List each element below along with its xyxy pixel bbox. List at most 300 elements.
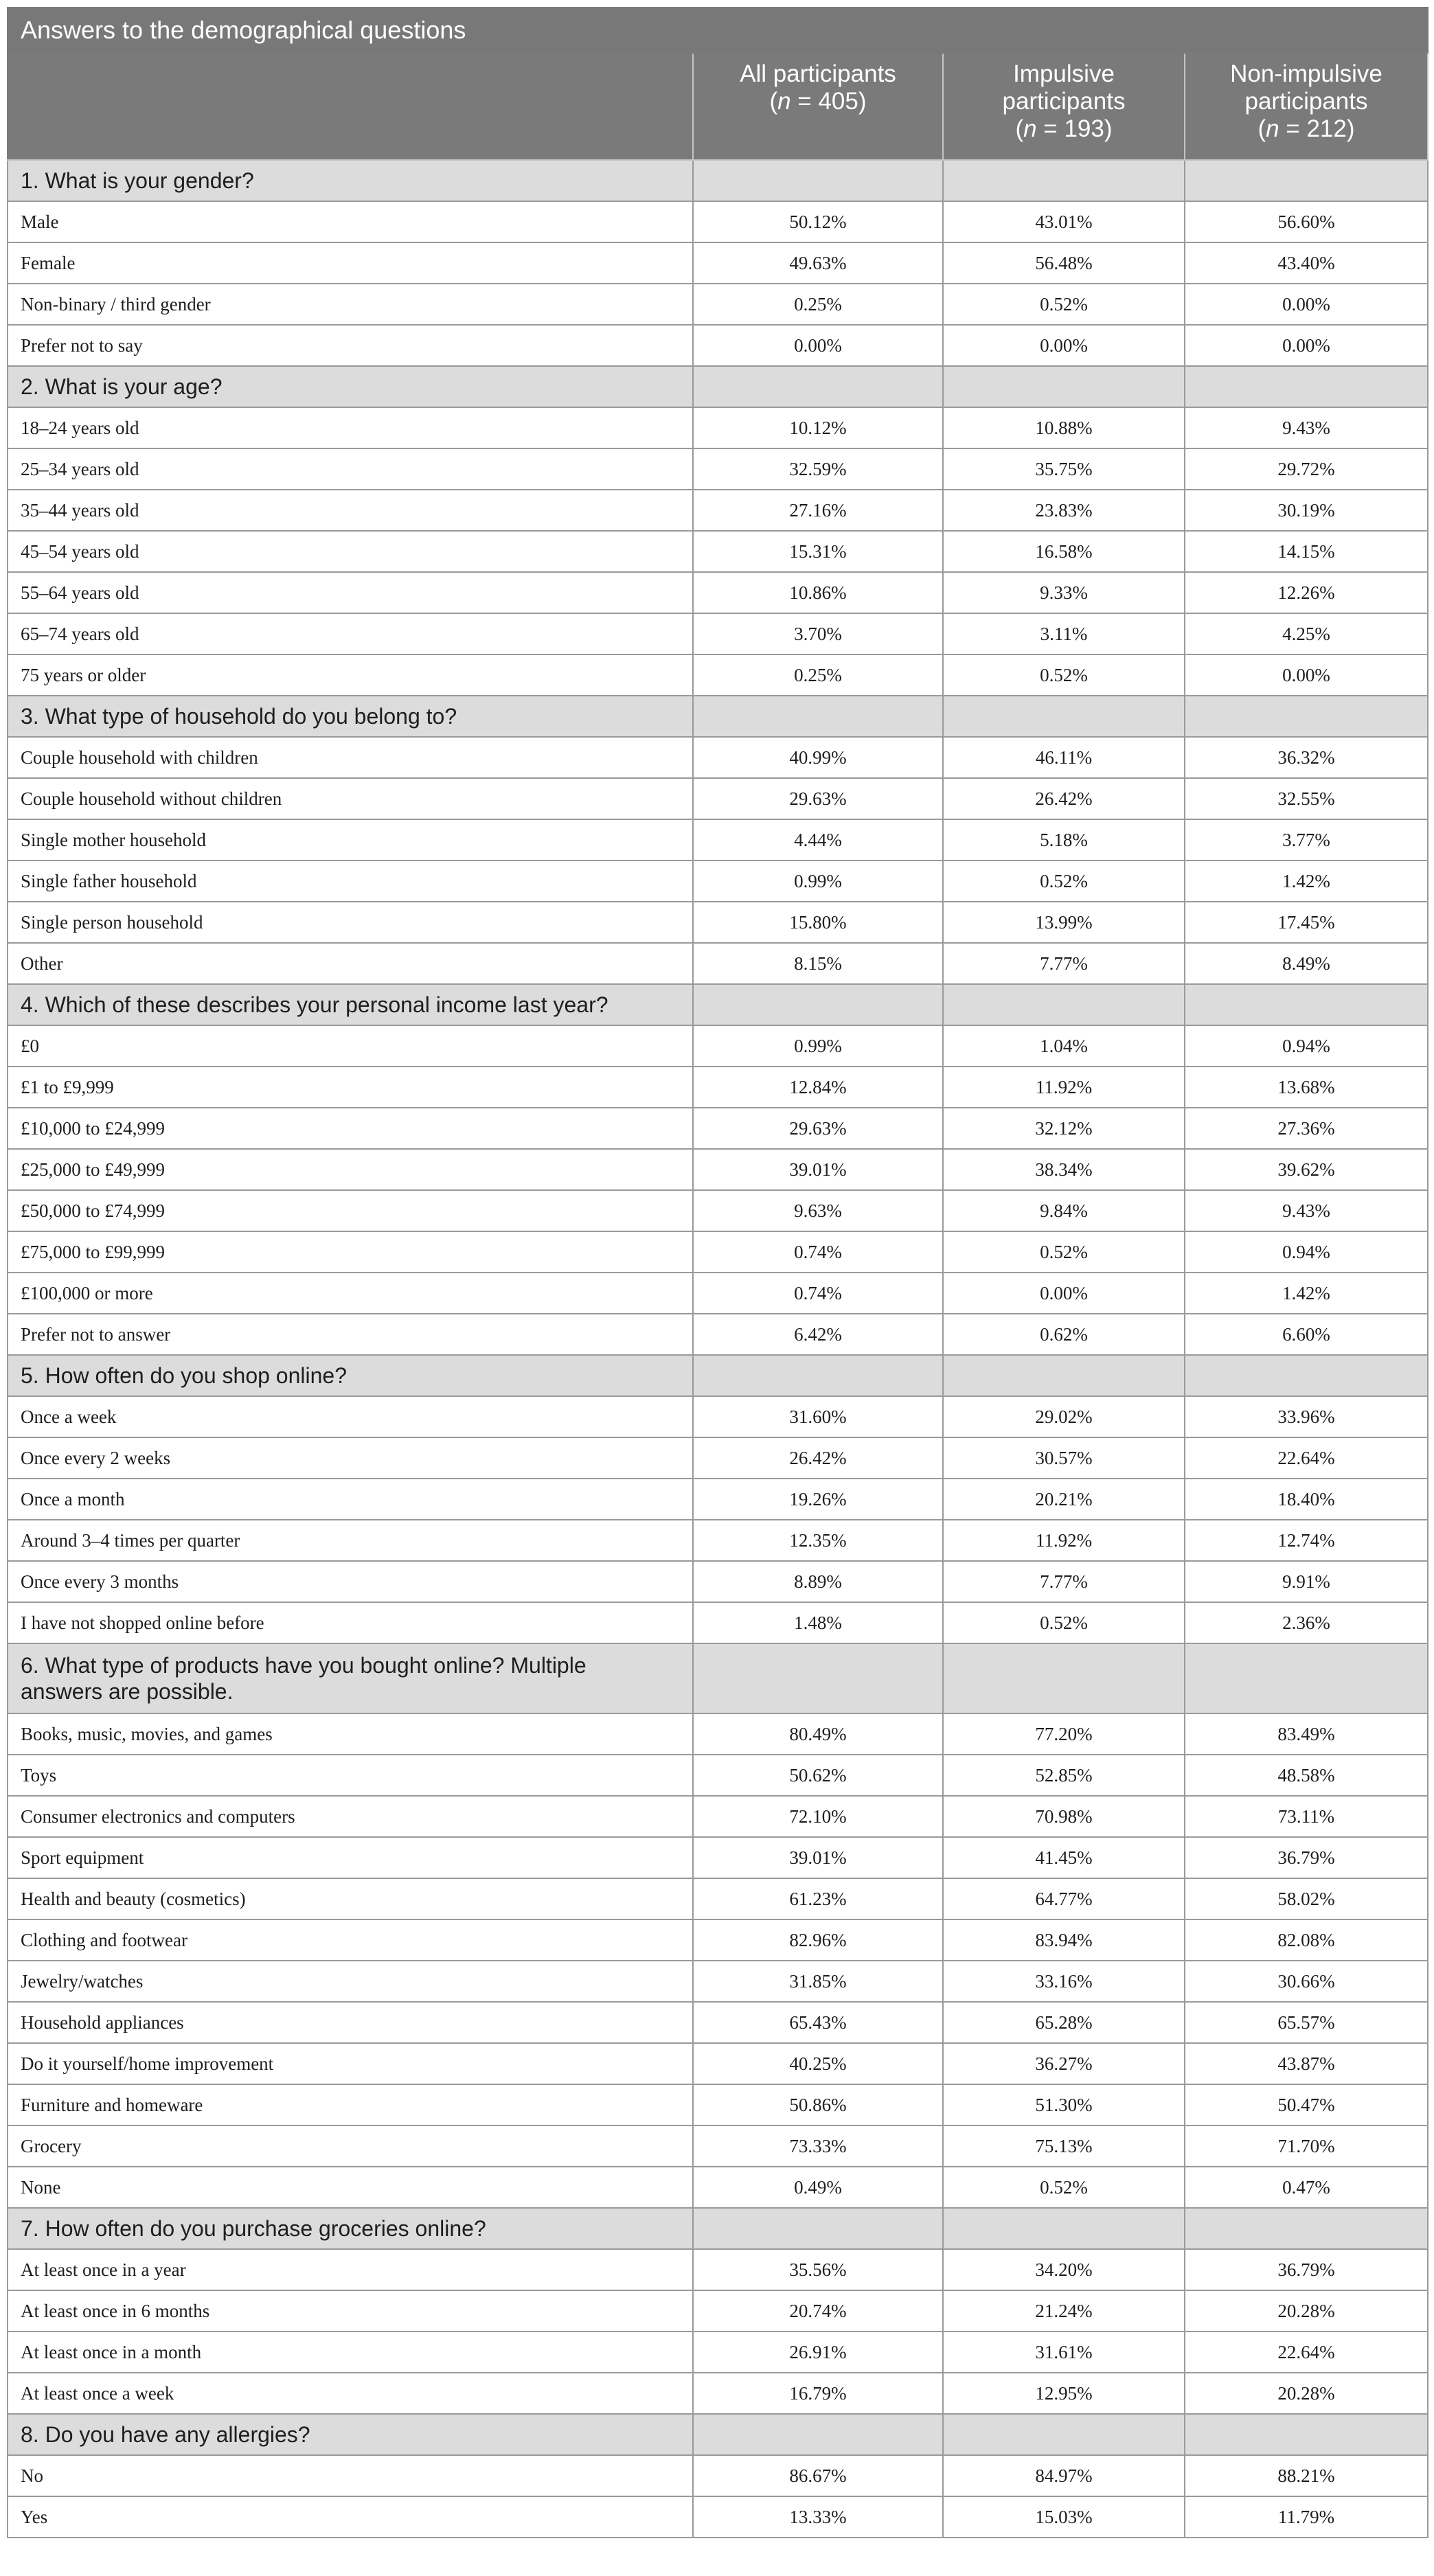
row-label: £0 bbox=[8, 1025, 693, 1067]
table-row bbox=[8, 2084, 1428, 2125]
value-non-impulsive: 43.87% bbox=[1185, 2043, 1428, 2084]
value-all: 39.01% bbox=[693, 1837, 943, 1878]
table-row bbox=[8, 448, 1428, 490]
value-all: 6.42% bbox=[693, 1314, 943, 1355]
value-all: 19.26% bbox=[693, 1479, 943, 1520]
header-blank-cell bbox=[8, 53, 693, 160]
section-title: 5. How often do you shop online? bbox=[8, 1355, 693, 1396]
value-all: 0.99% bbox=[693, 1025, 943, 1067]
value-non-impulsive: 6.60% bbox=[1185, 1314, 1428, 1355]
section-header-row bbox=[8, 696, 1428, 737]
row-label: 65–74 years old bbox=[8, 613, 693, 654]
value-all: 50.62% bbox=[693, 1755, 943, 1796]
value-non-impulsive: 83.49% bbox=[1185, 1713, 1428, 1755]
header-all-participants: All participants (n = 405) bbox=[693, 53, 943, 160]
row-label: 25–34 years old bbox=[8, 448, 693, 490]
value-all: 35.56% bbox=[693, 2249, 943, 2290]
value-non-impulsive: 22.64% bbox=[1185, 2332, 1428, 2373]
value-all: 40.25% bbox=[693, 2043, 943, 2084]
table-row bbox=[8, 490, 1428, 531]
value-impulsive: 0.62% bbox=[943, 1314, 1185, 1355]
row-label: At least once in a year bbox=[8, 2249, 693, 2290]
value-all: 0.74% bbox=[693, 1273, 943, 1314]
value-impulsive: 5.18% bbox=[943, 819, 1185, 860]
value-non-impulsive: 22.64% bbox=[1185, 1437, 1428, 1479]
section-header-row bbox=[8, 984, 1428, 1025]
section-empty-cell bbox=[943, 696, 1185, 737]
row-label: Around 3–4 times per quarter bbox=[8, 1520, 693, 1561]
value-all: 4.44% bbox=[693, 819, 943, 860]
section-empty-cell bbox=[1185, 160, 1428, 201]
section-header-row bbox=[8, 1643, 1428, 1713]
value-all: 0.00% bbox=[693, 325, 943, 366]
value-non-impulsive: 11.79% bbox=[1185, 2496, 1428, 2538]
value-impulsive: 29.02% bbox=[943, 1396, 1185, 1437]
table-row bbox=[8, 1437, 1428, 1479]
row-label: 18–24 years old bbox=[8, 407, 693, 448]
value-impulsive: 0.52% bbox=[943, 284, 1185, 325]
value-non-impulsive: 9.91% bbox=[1185, 1561, 1428, 1602]
value-impulsive: 20.21% bbox=[943, 1479, 1185, 1520]
value-non-impulsive: 1.42% bbox=[1185, 860, 1428, 902]
table-row bbox=[8, 2496, 1428, 2538]
section-empty-cell bbox=[1185, 2414, 1428, 2455]
value-impulsive: 64.77% bbox=[943, 1878, 1185, 1919]
table-row bbox=[8, 572, 1428, 613]
section-empty-cell bbox=[693, 160, 943, 201]
value-non-impulsive: 0.00% bbox=[1185, 654, 1428, 696]
section-title-line1: 6. What type of products have you bought online? Multiple bbox=[21, 1653, 587, 1678]
value-non-impulsive: 36.79% bbox=[1185, 2249, 1428, 2290]
value-all: 10.86% bbox=[693, 572, 943, 613]
value-all: 86.67% bbox=[693, 2455, 943, 2496]
row-label: At least once in 6 months bbox=[8, 2290, 693, 2332]
value-impulsive: 12.95% bbox=[943, 2373, 1185, 2414]
header-impulsive: Impulsive participants (n = 193) bbox=[943, 53, 1185, 160]
section-header-row bbox=[8, 1355, 1428, 1396]
header-nonimp-line1: Non-impulsive bbox=[1230, 60, 1382, 87]
row-label: Furniture and homeware bbox=[8, 2084, 693, 2125]
value-all: 40.99% bbox=[693, 737, 943, 778]
table-row bbox=[8, 1479, 1428, 1520]
section-header-row bbox=[8, 160, 1428, 201]
row-label: Once every 3 months bbox=[8, 1561, 693, 1602]
value-non-impulsive: 50.47% bbox=[1185, 2084, 1428, 2125]
value-all: 1.48% bbox=[693, 1602, 943, 1643]
table-row bbox=[8, 284, 1428, 325]
value-all: 8.89% bbox=[693, 1561, 943, 1602]
value-non-impulsive: 33.96% bbox=[1185, 1396, 1428, 1437]
value-impulsive: 11.92% bbox=[943, 1520, 1185, 1561]
value-non-impulsive: 39.62% bbox=[1185, 1149, 1428, 1190]
value-impulsive: 30.57% bbox=[943, 1437, 1185, 1479]
value-non-impulsive: 43.40% bbox=[1185, 242, 1428, 284]
table-row bbox=[8, 1602, 1428, 1643]
section-empty-cell bbox=[943, 2414, 1185, 2455]
value-non-impulsive: 4.25% bbox=[1185, 613, 1428, 654]
value-impulsive: 75.13% bbox=[943, 2125, 1185, 2167]
table-row bbox=[8, 1878, 1428, 1919]
value-all: 8.15% bbox=[693, 943, 943, 984]
table-row bbox=[8, 778, 1428, 819]
table-row bbox=[8, 2455, 1428, 2496]
value-all: 32.59% bbox=[693, 448, 943, 490]
table-row bbox=[8, 1396, 1428, 1437]
row-label: Single person household bbox=[8, 902, 693, 943]
row-label: Consumer electronics and computers bbox=[8, 1796, 693, 1837]
value-non-impulsive: 58.02% bbox=[1185, 1878, 1428, 1919]
value-non-impulsive: 18.40% bbox=[1185, 1479, 1428, 1520]
header-imp-line2: participants bbox=[1002, 88, 1126, 115]
value-impulsive: 34.20% bbox=[943, 2249, 1185, 2290]
value-non-impulsive: 0.00% bbox=[1185, 325, 1428, 366]
table-row bbox=[8, 1520, 1428, 1561]
section-empty-cell bbox=[693, 366, 943, 407]
row-label: Single father household bbox=[8, 860, 693, 902]
value-impulsive: 23.83% bbox=[943, 490, 1185, 531]
table-row bbox=[8, 1108, 1428, 1149]
row-label: None bbox=[8, 2167, 693, 2208]
value-non-impulsive: 29.72% bbox=[1185, 448, 1428, 490]
value-all: 82.96% bbox=[693, 1919, 943, 1961]
section-title bbox=[8, 1643, 693, 1713]
value-non-impulsive: 0.47% bbox=[1185, 2167, 1428, 2208]
value-impulsive: 0.52% bbox=[943, 1231, 1185, 1273]
value-all: 3.70% bbox=[693, 613, 943, 654]
value-non-impulsive: 13.68% bbox=[1185, 1067, 1428, 1108]
table-row bbox=[8, 201, 1428, 242]
row-label: Sport equipment bbox=[8, 1837, 693, 1878]
section-empty-cell bbox=[1185, 696, 1428, 737]
table-row bbox=[8, 1067, 1428, 1108]
value-all: 50.12% bbox=[693, 201, 943, 242]
value-impulsive: 16.58% bbox=[943, 531, 1185, 572]
table-row bbox=[8, 2002, 1428, 2043]
row-label: Do it yourself/home improvement bbox=[8, 2043, 693, 2084]
value-non-impulsive: 73.11% bbox=[1185, 1796, 1428, 1837]
section-title-line2: answers are possible. bbox=[21, 1679, 234, 1704]
value-all: 31.60% bbox=[693, 1396, 943, 1437]
value-all: 12.35% bbox=[693, 1520, 943, 1561]
row-label: Single mother household bbox=[8, 819, 693, 860]
value-impulsive: 26.42% bbox=[943, 778, 1185, 819]
value-impulsive: 10.88% bbox=[943, 407, 1185, 448]
table-row bbox=[8, 2249, 1428, 2290]
section-empty-cell bbox=[693, 984, 943, 1025]
value-impulsive: 84.97% bbox=[943, 2455, 1185, 2496]
row-label: Couple household with children bbox=[8, 737, 693, 778]
value-non-impulsive: 71.70% bbox=[1185, 2125, 1428, 2167]
value-impulsive: 52.85% bbox=[943, 1755, 1185, 1796]
row-label: Health and beauty (cosmetics) bbox=[8, 1878, 693, 1919]
value-impulsive: 0.52% bbox=[943, 2167, 1185, 2208]
row-label: Grocery bbox=[8, 2125, 693, 2167]
value-non-impulsive: 1.42% bbox=[1185, 1273, 1428, 1314]
row-label: Non-binary / third gender bbox=[8, 284, 693, 325]
column-header-row bbox=[8, 53, 1428, 160]
section-empty-cell bbox=[943, 2208, 1185, 2249]
value-impulsive: 65.28% bbox=[943, 2002, 1185, 2043]
row-label: Yes bbox=[8, 2496, 693, 2538]
value-all: 0.25% bbox=[693, 284, 943, 325]
value-non-impulsive: 9.43% bbox=[1185, 1190, 1428, 1231]
table-row bbox=[8, 1755, 1428, 1796]
value-all: 0.49% bbox=[693, 2167, 943, 2208]
section-header-row bbox=[8, 2208, 1428, 2249]
section-empty-cell bbox=[693, 2208, 943, 2249]
header-nonimp-line2: participants bbox=[1244, 88, 1368, 115]
row-label: £25,000 to £49,999 bbox=[8, 1149, 693, 1190]
row-label: Clothing and footwear bbox=[8, 1919, 693, 1961]
value-impulsive: 43.01% bbox=[943, 201, 1185, 242]
section-title: 8. Do you have any allergies? bbox=[8, 2414, 693, 2455]
row-label: 55–64 years old bbox=[8, 572, 693, 613]
section-empty-cell bbox=[943, 366, 1185, 407]
value-non-impulsive: 36.32% bbox=[1185, 737, 1428, 778]
value-impulsive: 35.75% bbox=[943, 448, 1185, 490]
row-label: Prefer not to answer bbox=[8, 1314, 693, 1355]
table-row bbox=[8, 1837, 1428, 1878]
value-non-impulsive: 48.58% bbox=[1185, 1755, 1428, 1796]
table-row bbox=[8, 819, 1428, 860]
section-empty-cell bbox=[693, 2414, 943, 2455]
row-label: Once a month bbox=[8, 1479, 693, 1520]
value-impulsive: 77.20% bbox=[943, 1713, 1185, 1755]
value-impulsive: 0.52% bbox=[943, 654, 1185, 696]
value-all: 26.91% bbox=[693, 2332, 943, 2373]
value-all: 0.74% bbox=[693, 1231, 943, 1273]
table-row bbox=[8, 2167, 1428, 2208]
table-row bbox=[8, 1919, 1428, 1961]
row-label: I have not shopped online before bbox=[8, 1602, 693, 1643]
value-non-impulsive: 30.66% bbox=[1185, 1961, 1428, 2002]
table-row bbox=[8, 1561, 1428, 1602]
section-header-row bbox=[8, 2414, 1428, 2455]
section-empty-cell bbox=[693, 1643, 943, 1713]
value-non-impulsive: 36.79% bbox=[1185, 1837, 1428, 1878]
table-row bbox=[8, 613, 1428, 654]
value-non-impulsive: 8.49% bbox=[1185, 943, 1428, 984]
value-all: 49.63% bbox=[693, 242, 943, 284]
table-row bbox=[8, 2043, 1428, 2084]
row-label: Jewelry/watches bbox=[8, 1961, 693, 2002]
value-impulsive: 0.52% bbox=[943, 1602, 1185, 1643]
value-impulsive: 36.27% bbox=[943, 2043, 1185, 2084]
value-impulsive: 31.61% bbox=[943, 2332, 1185, 2373]
value-non-impulsive: 82.08% bbox=[1185, 1919, 1428, 1961]
table-row bbox=[8, 2332, 1428, 2373]
value-impulsive: 7.77% bbox=[943, 943, 1185, 984]
section-empty-cell bbox=[1185, 366, 1428, 407]
section-empty-cell bbox=[1185, 1355, 1428, 1396]
section-empty-cell bbox=[943, 1355, 1185, 1396]
table-row bbox=[8, 2125, 1428, 2167]
value-all: 15.31% bbox=[693, 531, 943, 572]
row-label: 35–44 years old bbox=[8, 490, 693, 531]
section-empty-cell bbox=[693, 1355, 943, 1396]
value-non-impulsive: 88.21% bbox=[1185, 2455, 1428, 2496]
table-row bbox=[8, 407, 1428, 448]
row-label: £10,000 to £24,999 bbox=[8, 1108, 693, 1149]
row-label: 45–54 years old bbox=[8, 531, 693, 572]
caption-row bbox=[8, 8, 1428, 53]
header-imp-n-label: n bbox=[1023, 115, 1037, 142]
value-non-impulsive: 0.00% bbox=[1185, 284, 1428, 325]
value-impulsive: 11.92% bbox=[943, 1067, 1185, 1108]
header-all-n-value: = 405 bbox=[790, 88, 858, 115]
table-row bbox=[8, 737, 1428, 778]
value-all: 12.84% bbox=[693, 1067, 943, 1108]
header-imp-n-value: = 193 bbox=[1036, 115, 1104, 142]
table-row bbox=[8, 1961, 1428, 2002]
row-label: Household appliances bbox=[8, 2002, 693, 2043]
value-impulsive: 83.94% bbox=[943, 1919, 1185, 1961]
row-label: Books, music, movies, and games bbox=[8, 1713, 693, 1755]
value-all: 27.16% bbox=[693, 490, 943, 531]
header-all-n-label: n bbox=[777, 88, 791, 115]
table-row bbox=[8, 1796, 1428, 1837]
row-label: £100,000 or more bbox=[8, 1273, 693, 1314]
value-all: 31.85% bbox=[693, 1961, 943, 2002]
table-row bbox=[8, 943, 1428, 984]
value-impulsive: 0.00% bbox=[943, 1273, 1185, 1314]
value-all: 15.80% bbox=[693, 902, 943, 943]
table-row bbox=[8, 2290, 1428, 2332]
value-all: 29.63% bbox=[693, 1108, 943, 1149]
section-empty-cell bbox=[943, 1643, 1185, 1713]
value-all: 13.33% bbox=[693, 2496, 943, 2538]
section-header-row bbox=[8, 366, 1428, 407]
value-all: 16.79% bbox=[693, 2373, 943, 2414]
row-label: Couple household without children bbox=[8, 778, 693, 819]
section-empty-cell bbox=[1185, 2208, 1428, 2249]
demographics-table bbox=[7, 7, 1429, 2538]
value-impulsive: 0.00% bbox=[943, 325, 1185, 366]
value-non-impulsive: 27.36% bbox=[1185, 1108, 1428, 1149]
table-row bbox=[8, 531, 1428, 572]
value-impulsive: 9.33% bbox=[943, 572, 1185, 613]
value-impulsive: 13.99% bbox=[943, 902, 1185, 943]
value-all: 26.42% bbox=[693, 1437, 943, 1479]
value-impulsive: 1.04% bbox=[943, 1025, 1185, 1067]
value-impulsive: 0.52% bbox=[943, 860, 1185, 902]
row-label: 75 years or older bbox=[8, 654, 693, 696]
value-impulsive: 9.84% bbox=[943, 1190, 1185, 1231]
row-label: Once every 2 weeks bbox=[8, 1437, 693, 1479]
header-imp-line1: Impulsive bbox=[1013, 60, 1115, 87]
row-label: Toys bbox=[8, 1755, 693, 1796]
table-row bbox=[8, 1273, 1428, 1314]
section-empty-cell bbox=[1185, 984, 1428, 1025]
value-non-impulsive: 9.43% bbox=[1185, 407, 1428, 448]
value-all: 0.25% bbox=[693, 654, 943, 696]
table-row bbox=[8, 654, 1428, 696]
value-all: 20.74% bbox=[693, 2290, 943, 2332]
value-impulsive: 15.03% bbox=[943, 2496, 1185, 2538]
value-non-impulsive: 12.74% bbox=[1185, 1520, 1428, 1561]
table-row bbox=[8, 1149, 1428, 1190]
demographics-table-wrapper bbox=[7, 7, 1427, 2538]
value-impulsive: 41.45% bbox=[943, 1837, 1185, 1878]
section-title: 3. What type of household do you belong to? bbox=[8, 696, 693, 737]
value-impulsive: 33.16% bbox=[943, 1961, 1185, 2002]
table-row bbox=[8, 1314, 1428, 1355]
table-row bbox=[8, 2373, 1428, 2414]
table-row bbox=[8, 1190, 1428, 1231]
row-label: Female bbox=[8, 242, 693, 284]
value-all: 0.99% bbox=[693, 860, 943, 902]
row-label: At least once a week bbox=[8, 2373, 693, 2414]
value-all: 29.63% bbox=[693, 778, 943, 819]
value-non-impulsive: 0.94% bbox=[1185, 1231, 1428, 1273]
section-empty-cell bbox=[943, 984, 1185, 1025]
row-label: £50,000 to £74,999 bbox=[8, 1190, 693, 1231]
value-all: 61.23% bbox=[693, 1878, 943, 1919]
row-label: Other bbox=[8, 943, 693, 984]
value-non-impulsive: 3.77% bbox=[1185, 819, 1428, 860]
value-non-impulsive: 17.45% bbox=[1185, 902, 1428, 943]
header-non-impulsive: Non-impulsive participants (n = 212) bbox=[1185, 53, 1428, 160]
section-empty-cell bbox=[1185, 1643, 1428, 1713]
row-label: £1 to £9,999 bbox=[8, 1067, 693, 1108]
header-all-line1: All participants bbox=[740, 60, 896, 87]
row-label: At least once in a month bbox=[8, 2332, 693, 2373]
value-all: 50.86% bbox=[693, 2084, 943, 2125]
value-non-impulsive: 56.60% bbox=[1185, 201, 1428, 242]
section-empty-cell bbox=[693, 696, 943, 737]
value-impulsive: 21.24% bbox=[943, 2290, 1185, 2332]
value-all: 65.43% bbox=[693, 2002, 943, 2043]
value-all: 80.49% bbox=[693, 1713, 943, 1755]
value-impulsive: 56.48% bbox=[943, 242, 1185, 284]
value-non-impulsive: 32.55% bbox=[1185, 778, 1428, 819]
value-all: 9.63% bbox=[693, 1190, 943, 1231]
row-label: No bbox=[8, 2455, 693, 2496]
table-row bbox=[8, 860, 1428, 902]
section-empty-cell bbox=[943, 160, 1185, 201]
value-non-impulsive: 20.28% bbox=[1185, 2373, 1428, 2414]
value-impulsive: 51.30% bbox=[943, 2084, 1185, 2125]
value-non-impulsive: 20.28% bbox=[1185, 2290, 1428, 2332]
value-impulsive: 70.98% bbox=[943, 1796, 1185, 1837]
table-row bbox=[8, 1713, 1428, 1755]
value-impulsive: 3.11% bbox=[943, 613, 1185, 654]
row-label: Male bbox=[8, 201, 693, 242]
table-row bbox=[8, 1025, 1428, 1067]
value-impulsive: 32.12% bbox=[943, 1108, 1185, 1149]
value-impulsive: 38.34% bbox=[943, 1149, 1185, 1190]
row-label: Once a week bbox=[8, 1396, 693, 1437]
section-title: 4. Which of these describes your personal income last year? bbox=[8, 984, 693, 1025]
value-all: 10.12% bbox=[693, 407, 943, 448]
table-row bbox=[8, 325, 1428, 366]
section-title: 2. What is your age? bbox=[8, 366, 693, 407]
table-row bbox=[8, 242, 1428, 284]
value-non-impulsive: 14.15% bbox=[1185, 531, 1428, 572]
table-caption: Answers to the demographical questions bbox=[8, 8, 1428, 53]
row-label: Prefer not to say bbox=[8, 325, 693, 366]
row-label: £75,000 to £99,999 bbox=[8, 1231, 693, 1273]
value-non-impulsive: 0.94% bbox=[1185, 1025, 1428, 1067]
value-non-impulsive: 30.19% bbox=[1185, 490, 1428, 531]
header-nonimp-n-value: = 212 bbox=[1279, 115, 1347, 142]
value-impulsive: 46.11% bbox=[943, 737, 1185, 778]
value-non-impulsive: 65.57% bbox=[1185, 2002, 1428, 2043]
table-row bbox=[8, 902, 1428, 943]
value-all: 39.01% bbox=[693, 1149, 943, 1190]
value-non-impulsive: 2.36% bbox=[1185, 1602, 1428, 1643]
value-impulsive: 7.77% bbox=[943, 1561, 1185, 1602]
